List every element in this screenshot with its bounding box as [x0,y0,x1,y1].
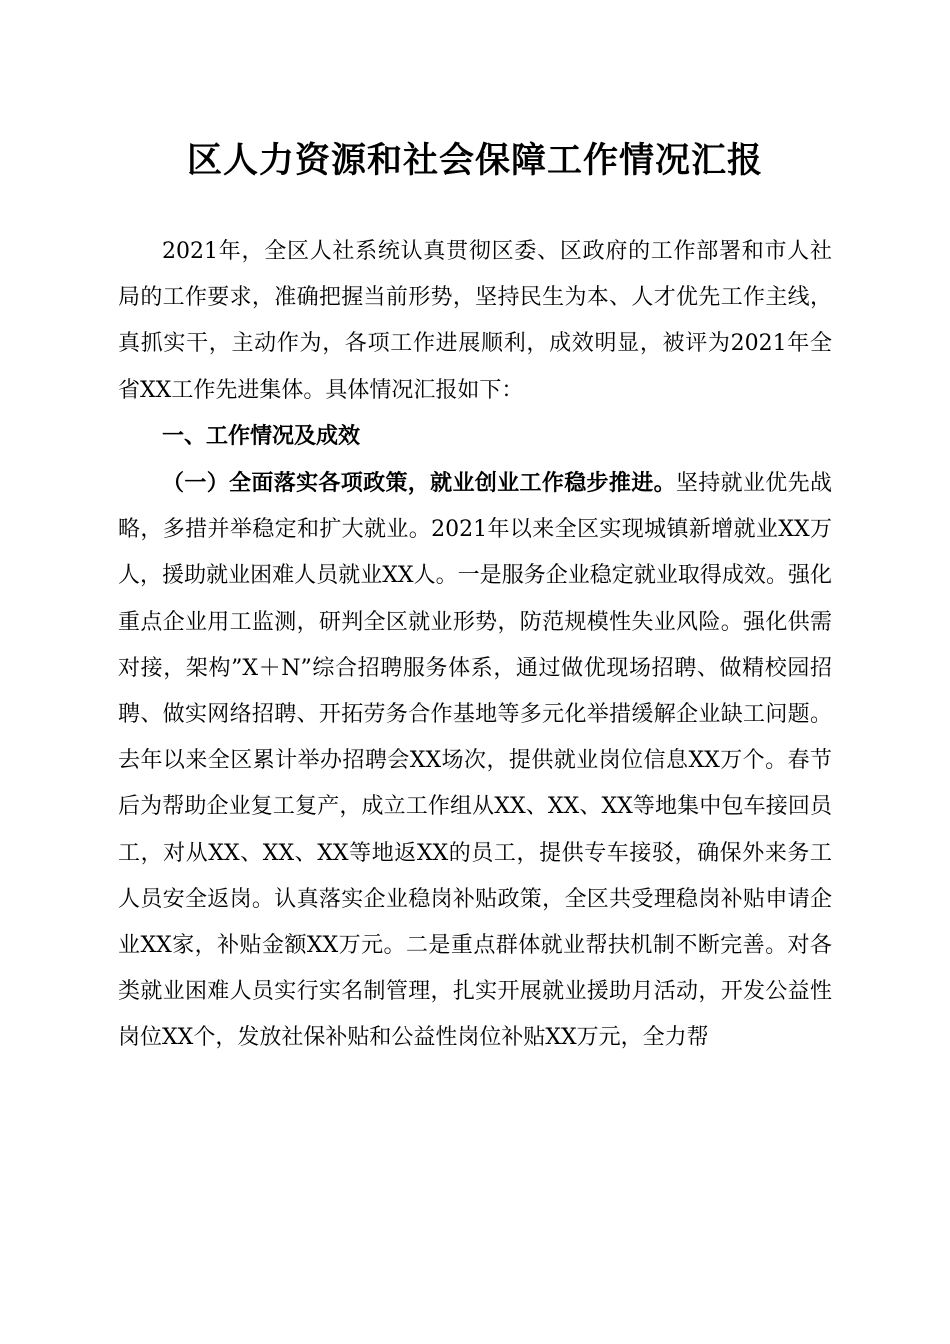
document-title: 区人力资源和社会保障工作情况汇报 [186,140,763,181]
intro-paragraph: 2021年，全区人社系统认真贯彻区委、区政府的工作部署和市人社局的工作要求，准确把握当前形势，坚持民生为本、人才优先工作主线，真抓实干，主动作为，各项工作进展顺利，成效明显，被评为2021年全省XX工作先进集体。具体情况汇报如下： [118,239,832,403]
section-heading: 一、工作情况及成效 [162,423,361,449]
subsection-text: 坚持就业优先战略，多措并举稳定和扩大就业。2021年以来全区实现城镇新增就业XX万人，援助就业困难人员就业XX人。一是服务企业稳定就业取得成效。强化重点企业用工监测，研判全区就业形势，防范规模性失业风险。强化供需对接，架构”X＋N”综合招聘服务体系，通过做优现场招聘、做精校园招聘、做实网络招聘、开拓劳务合作基地等多元化举措缓解企业缺工问题。去年以来全区累计举办招聘会XX场次，提供就业岗位信息XX万个。春节后为帮助企业复工复产，成立工作组从XX、XX、XX等地集中包车接回员工，对从XX、XX、XX等地返XX的员工，提供专车接驳，确保外来务工人员安全返岗。认真落实企业稳岗补贴政策，全区共受理稳岗补贴申请企业XX家，补贴金额XX万元。二是重点群体就业帮扶机制不断完善。对各类就业困难人员实行实名制管理，扎实开展就业援助月活动，开发公益性岗位XX个，发放社保补贴和公益性岗位补贴XX万元，全力帮 [118,471,832,1051]
subsection-heading: （一）全面落实各项政策，就业创业工作稳步推进。 [162,470,676,497]
subsection-paragraph [118,460,832,1062]
document-body [118,229,832,1062]
